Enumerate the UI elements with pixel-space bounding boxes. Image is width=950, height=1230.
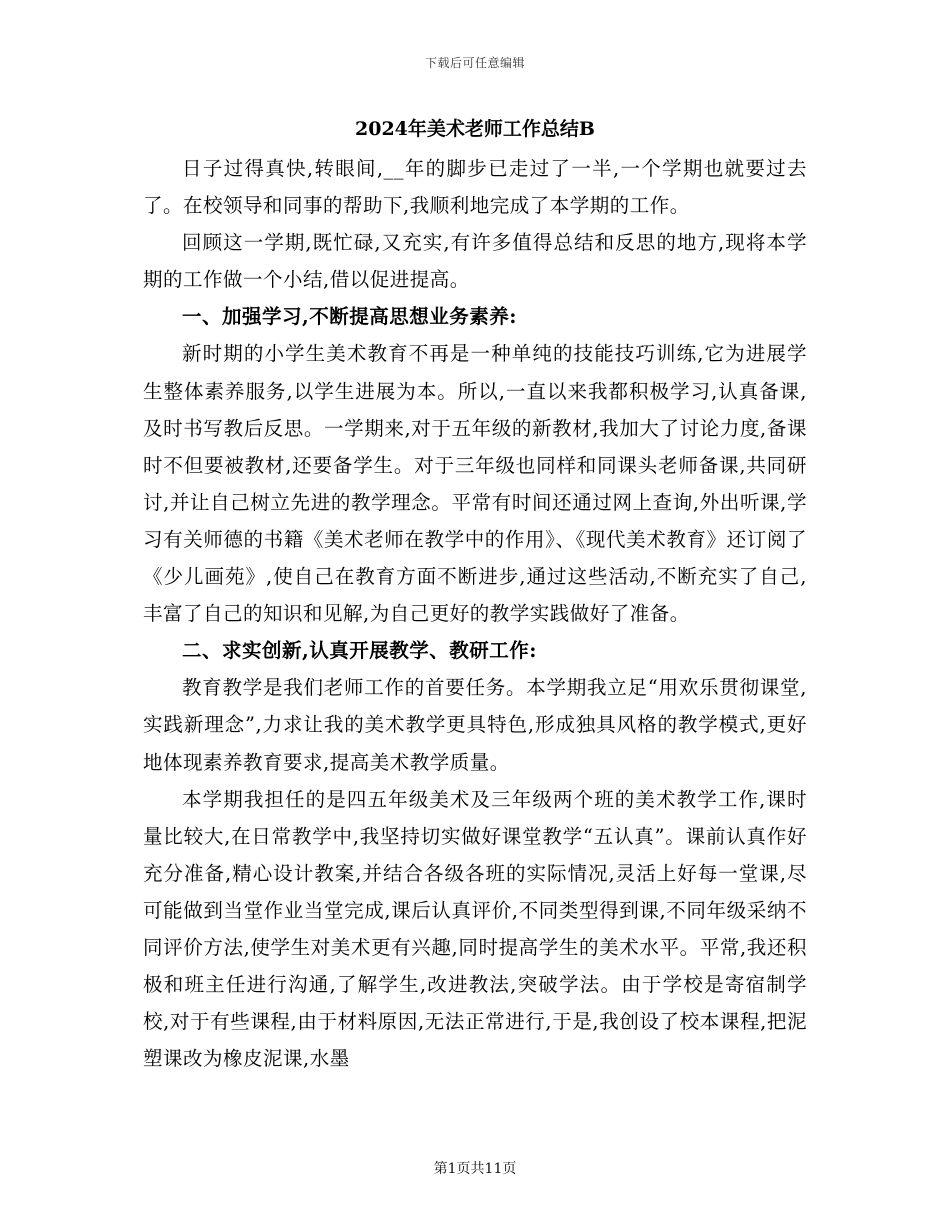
page-footer-number: 第1页共11页 bbox=[433, 1161, 517, 1177]
paragraph-intro: 日子过得真快,转眼间,__年的脚步已走过了一半,一个学期也就要过去了。在校领导和同事的帮助下,我顺利地完成了本学期的工作。 bbox=[143, 157, 807, 218]
paragraph-study: 新时期的小学生美术教育不再是一种单纯的技能技巧训练,它为进展学生整体素养服务,以学生进展为本。所以,一直以来我都积极学习,认真备课,及时书写教后反思。一学期来,对于五年级的新教材,我加大了讨论力度,备课时不但要被教材,还要备学生。对于三年级也同样和同课头老师备课,共同研讨,并让自己树立先进的教学理念。平常有时间还通过网上查询,外出听课,学习有关师德的书籍《美术老师在教学中的作用》、《现代美术教育》还订阅了《少儿画苑》,使自己在教育方面不断进步,通过这些活动,不断充实了自己,丰富了自己的知识和见解,为自己更好的教学实践做好了准备。 bbox=[143, 342, 807, 626]
section-heading-2: 二、求实创新,认真开展教学、教研工作: bbox=[182, 639, 537, 663]
section-heading-1: 一、加强学习,不断提高思想业务素养: bbox=[182, 305, 517, 329]
page-header-note: 下载后可任意编辑 bbox=[424, 56, 525, 70]
document-body bbox=[143, 150, 807, 1077]
paragraph-review: 回顾这一学期,既忙碌,又充实,有许多值得总结和反思的地方,现将本学期的工作做一个小结,借以促进提高。 bbox=[143, 231, 807, 292]
paragraph-teaching-detail: 本学期我担任的是四五年级美术及三年级两个班的美术教学工作,课时量比较大,在日常教学中,我坚持切实做好课堂教学“五认真”。课前认真作好充分准备,精心设计教案,并结合各级各班的实际情况,灵活上好每一堂课,尽可能做到当堂作业当堂完成,课后认真评价,不同类型得到课,不同年级采纳不同评价方法,使学生对美术更有兴趣,同时提高学生的美术水平。平常,我还积极和班主任进行沟通,了解学生,改进教法,突破学法。由于学校是寄宿制学校,对于有些课程,由于材料原因,无法正常进行,于是,我创设了校本课程,把泥塑课改为橡皮泥课,水墨 bbox=[143, 787, 807, 1071]
document-title: 2024年美术老师工作总结B bbox=[355, 118, 595, 140]
paragraph-teaching-task: 教育教学是我们老师工作的首要任务。本学期我立足“用欢乐贯彻课堂,实践新理念”,力求让我的美术教学更具特色,形成独具风格的教学模式,更好地体现素养教育要求,提高美术教学质量。 bbox=[143, 676, 807, 774]
